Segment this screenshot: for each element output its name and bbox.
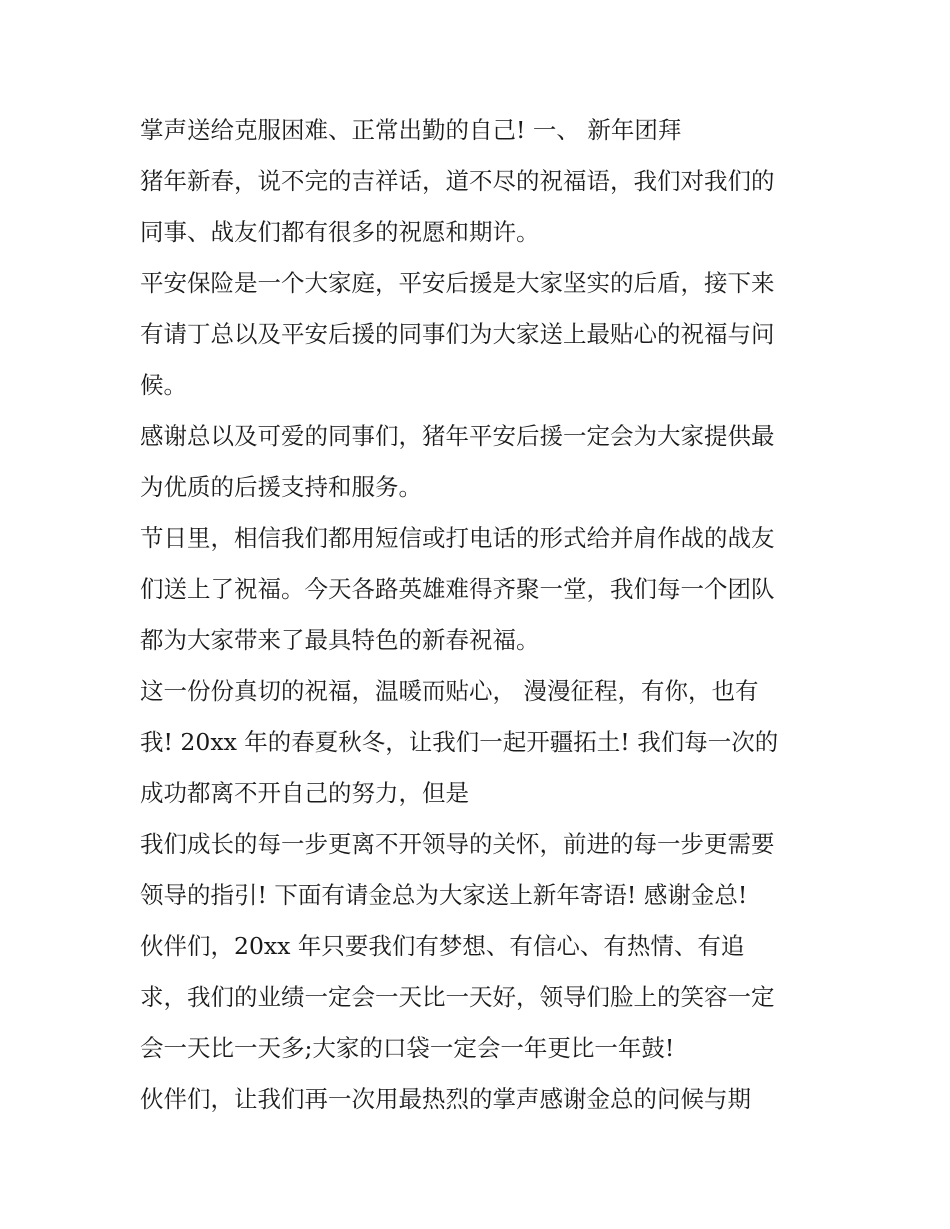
text-line: 平安保险是一个大家庭，平安后援是大家坚实的后盾，接下来 (140, 269, 775, 297)
text-line: 节日里，相信我们都用短信或打电话的形式给并肩作战的战友 (140, 524, 775, 552)
text-line: 成功都离不开自己的努力，但是 (140, 779, 469, 807)
text-line: 会一天比一天多;大家的口袋一定会一年更比一年鼓! (140, 1034, 675, 1062)
text-line: 候。 (140, 371, 187, 399)
text-line: 同事、战友们都有很多的祝愿和期许。 (140, 218, 540, 246)
text-line: 掌声送给克服困难、正常出勤的自己! 一、 新年团拜 (140, 116, 682, 144)
text-line: 伙伴们，20xx 年只要我们有梦想、有信心、有热情、有追 (140, 932, 745, 960)
text-line: 伙伴们，让我们再一次用最热烈的掌声感谢金总的问候与期 (140, 1085, 751, 1113)
text-line: 这一份份真切的祝福，温暖而贴心， 漫漫征程，有你，也有 (140, 677, 759, 705)
text-line: 都为大家带来了最具特色的新春祝福。 (140, 626, 540, 654)
text-line: 猪年新春，说不完的吉祥话，道不尽的祝福语，我们对我们的 (140, 167, 775, 195)
text-line: 我! 20xx 年的春夏秋冬，让我们一起开疆拓土! 我们每一次的 (140, 728, 779, 756)
text-line: 们送上了祝福。今天各路英雄难得齐聚一堂，我们每一个团队 (140, 575, 775, 603)
document-body (140, 105, 820, 1125)
text-line: 为优质的后援支持和服务。 (140, 473, 422, 501)
text-line: 领导的指引! 下面有请金总为大家送上新年寄语! 感谢金总! (140, 881, 748, 909)
text-line: 我们成长的每一步更离不开领导的关怀，前进的每一步更需要 (140, 830, 775, 858)
text-line: 有请丁总以及平安后援的同事们为大家送上最贴心的祝福与问 (140, 320, 775, 348)
text-line: 感谢总以及可爱的同事们，猪年平安后援一定会为大家提供最 (140, 422, 775, 450)
text-line: 求，我们的业绩一定会一天比一天好，领导们脸上的笑容一定 (140, 983, 775, 1011)
